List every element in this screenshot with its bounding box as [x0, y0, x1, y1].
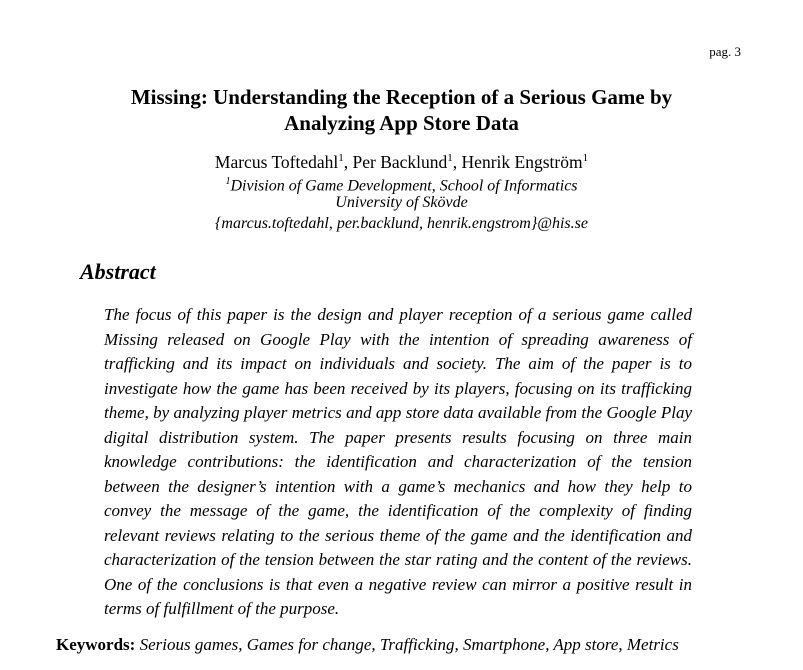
author-affiliation-marker: 1 — [582, 152, 589, 164]
author-name: Marcus Toftedahl — [214, 151, 339, 172]
author-name: Henrik Engström — [461, 151, 583, 172]
abstract-body: The focus of this paper is the design and player reception of a serious game called Missing released on Google Play with the intention of spreading awareness of trafficking and its impact on individuals and society. The aim of the paper is to investigate how the game has been received by its players, focusing on its trafficking theme, by analyzing player metrics and app store data available from the Google Play digital distribution system. The paper presents results focusing on three main knowledge contributions: the identification and characterization of the tension between the designer’s intention with a game’s mechanics and how they help to convey the message of the game, the identification of the complexity of finding relevant reviews relating to the serious theme of the game and the identification and characterization of the tension between the star rating and the content of the reviews. One of the conclusions is that even a negative review can mirror a positive result in terms of fulfillment of the purpose. — [104, 305, 692, 618]
paper-title — [0, 84, 803, 136]
paper-title-line-2: Analyzing App Store Data — [284, 111, 519, 135]
author-affiliation-marker: 1 — [338, 152, 344, 164]
paper-title-line-1: Missing: Understanding the Reception of a Serious Game by — [130, 85, 673, 109]
author-affiliation-marker: 1 — [447, 152, 453, 164]
keywords-line — [56, 635, 679, 655]
author-emails: {marcus.toftedahl, per.backlund, henrik.engstrom}@his.se — [215, 215, 588, 232]
affiliation-department-text: Division of Game Development, School of Informatics — [230, 177, 578, 195]
keywords-label: Keywords: — [56, 635, 136, 654]
affiliation-marker: 1 — [225, 176, 231, 187]
keywords-list: Serious games, Games for change, Trafficking, Smartphone, App store, Metrics — [139, 635, 679, 654]
abstract-heading: Abstract — [80, 259, 156, 284]
affiliation-university: University of Skövde — [335, 194, 468, 211]
author-name: Per Backlund — [352, 151, 448, 172]
author-list: Marcus Toftedahl$^1$, Per Backlund$^1$, Henrik Engström$^1$ — [214, 151, 589, 172]
page-number: pag. 3 — [709, 44, 741, 59]
